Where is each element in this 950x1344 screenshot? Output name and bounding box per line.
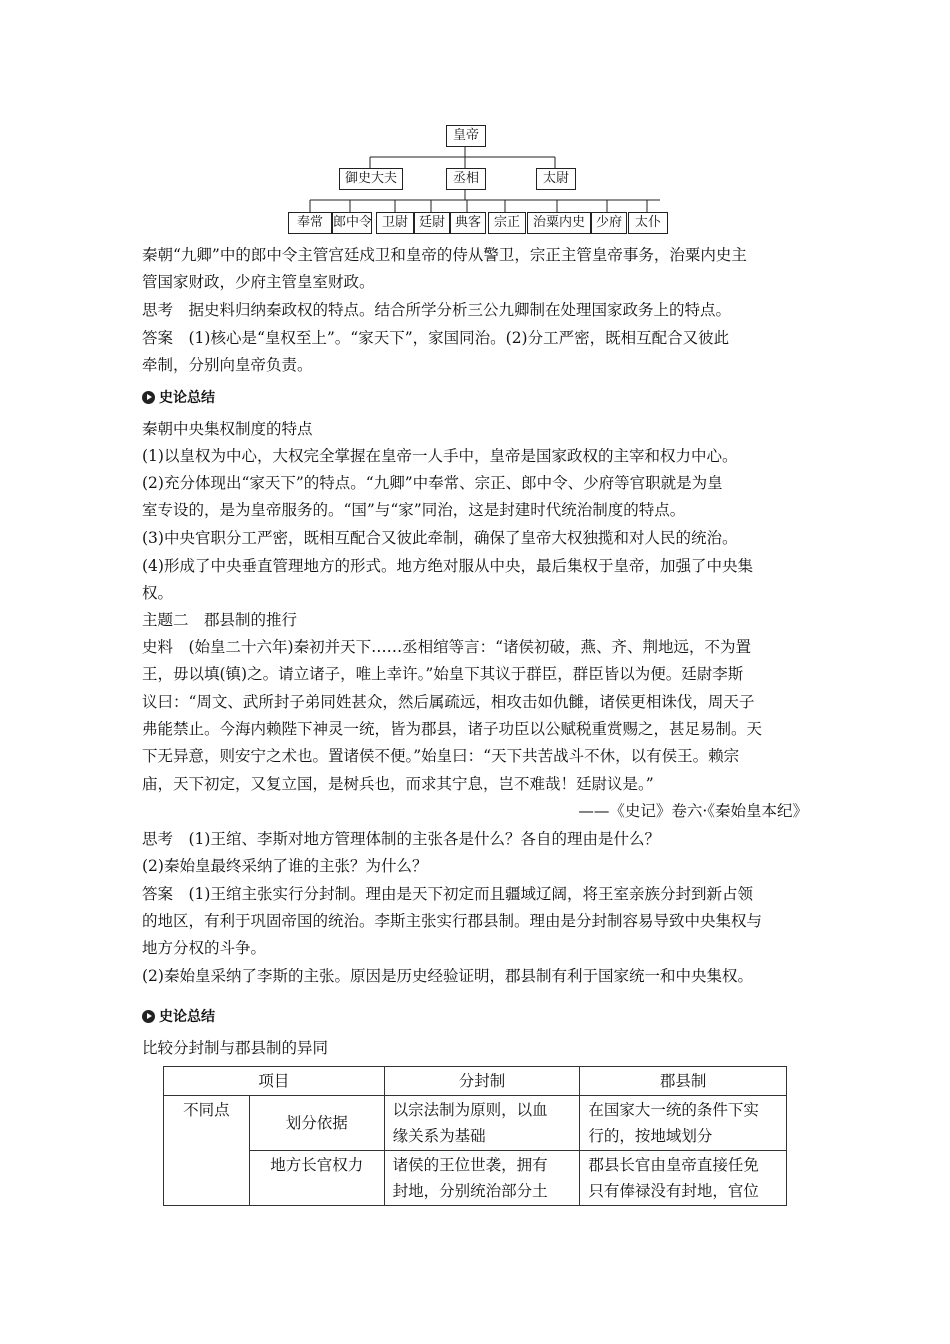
summary-1-point-2a: (2)充分体现出“家天下”的特点。“九卿”中奉常、宗正、郎中令、少府等官职就是为皇 (142, 474, 723, 492)
header-junxian: 郡县制 (580, 1067, 787, 1096)
node-shaofu: 少府 (591, 212, 627, 234)
node-fengchang: 奉常 (288, 212, 332, 234)
question-1: 思考 据史料归纳秦政权的特点。结合所学分析三公九卿制在处理国家政务上的特点。 (142, 301, 732, 319)
cell-line: 缘关系为基础 (392, 1127, 486, 1145)
node-weiwei: 卫尉 (376, 212, 414, 234)
node-taipu: 太仆 (628, 212, 668, 234)
cell-line: 郡县长官由皇帝直接任免 (588, 1156, 759, 1174)
source-line-3: 议曰：“周文、武所封子弟同姓甚众，然后属疏远，相攻击如仇雠，诸侯更相诛伐，周天子 (142, 693, 755, 711)
intro-line-2: 管国家财政，少府主管皇室财政。 (142, 273, 375, 291)
cell-line: 以宗法制为原则，以血 (392, 1101, 548, 1119)
row-item: 划分依据 (249, 1096, 384, 1151)
cell-line: 行的，按地域划分 (588, 1127, 713, 1145)
row-item: 地方长官权力 (249, 1151, 384, 1206)
section-label: 史论总结 (159, 1009, 215, 1025)
cell-line: 只有俸禄没有封地，官位 (588, 1182, 759, 1200)
summary-1-point-1: (1)以皇权为中心，大权完全掌握在皇帝一人手中，皇帝是国家政权的主宰和权力中心。 (142, 447, 738, 465)
intro-line-1: 秦朝“九卿”中的郎中令主管宫廷戍卫和皇帝的侍从警卫，宗正主管皇帝事务，治粟内史主 (142, 246, 747, 264)
source-line-5: 下无异意，则安宁之术也。置诸侯不便。”始皇曰：“天下共苦战斗不休，以有侯王。赖宗 (142, 747, 740, 765)
header-fengjian: 分封制 (384, 1067, 580, 1096)
section-heading-summary-2 (142, 1007, 215, 1027)
question-2-line-1: 思考 (1)王绾、李斯对地方管理体制的主张各是什么？各自的理由是什么？ (142, 830, 660, 848)
answer-1-line-2: 牵制，分别向皇帝负责。 (142, 356, 313, 374)
play-circle-icon (142, 1010, 155, 1023)
cell-line: 在国家大一统的条件下实 (588, 1101, 759, 1119)
node-zhisu-neishi: 治粟内史 (527, 212, 591, 234)
node-yushi-dafu: 御史大夫 (339, 168, 403, 190)
source-line-2: 王，毋以填(镇)之。请立诸子，唯上幸许。”始皇下其议于群臣，群臣皆以为便。廷尉李斯 (142, 665, 744, 683)
node-taiwei: 太尉 (536, 168, 576, 190)
node-dianke: 典客 (450, 212, 486, 234)
summary-1-point-3: (3)中央官职分工严密，既相互配合又彼此牵制，确保了皇帝大权独揽和对人民的统治。 (142, 529, 738, 547)
section-heading-summary-1 (142, 388, 215, 408)
summary-1-title: 秦朝中央集权制度的特点 (142, 420, 313, 438)
answer-2-line-1: 答案 (1)王绾主张实行分封制。理由是天下初定而且疆域辽阔，将王室亲族分封到新占领 (142, 885, 753, 903)
answer-2-line-4: (2)秦始皇采纳了李斯的主张。原因是历史经验证明，郡县制有利于国家统一和中央集权。 (142, 967, 753, 985)
comparison-table (163, 1066, 787, 1206)
row-fengjian-cell (384, 1151, 580, 1206)
row-fengjian-cell (384, 1096, 580, 1151)
row-junxian-cell (580, 1151, 787, 1206)
table-row (164, 1151, 787, 1206)
node-emperor: 皇帝 (446, 125, 486, 147)
table-header-row (164, 1067, 787, 1096)
answer-1-line-1: 答案 (1)核心是“皇权至上”。“家天下”，家国同治。(2)分工严密，既相互配合又彼此 (142, 329, 730, 347)
table-row (164, 1096, 787, 1151)
row-junxian-cell (580, 1096, 787, 1151)
source-line-4: 弗能禁止。今海内赖陛下神灵一统，皆为郡县，诸子功臣以公赋税重赏赐之，甚足易制。天 (142, 720, 763, 738)
summary-1-point-2b: 室专设的，是为皇帝服务的。“国”与“家”同治，这是封建时代统治制度的特点。 (142, 501, 686, 519)
source-line-6: 庙，天下初定，又复立国，是树兵也，而求其宁息，岂不难哉！廷尉议是。” (142, 775, 654, 793)
theme-2-title: 主题二 郡县制的推行 (142, 611, 298, 629)
source-line-1: 史料 (始皇二十六年)秦初并天下……丞相绾等言：“诸侯初破，燕、齐、荆地远，不为置 (142, 638, 752, 656)
group-label: 不同点 (164, 1096, 250, 1206)
node-tingwei: 廷尉 (414, 212, 450, 234)
cell-line: 诸侯的王位世袭，拥有 (392, 1156, 548, 1174)
question-2-line-2: (2)秦始皇最终采纳了谁的主张？为什么？ (142, 857, 428, 875)
answer-2-line-2: 的地区，有利于巩固帝国的统治。李斯主张实行郡县制。理由是分封制容易导致中央集权与 (142, 912, 763, 930)
org-chart (280, 120, 680, 240)
header-item: 项目 (164, 1067, 385, 1096)
node-chengxiang: 丞相 (446, 168, 486, 190)
cell-line: 封地，分别统治部分土 (392, 1182, 548, 1200)
compare-title: 比较分封制与郡县制的异同 (142, 1039, 329, 1057)
play-circle-icon (142, 391, 155, 404)
summary-1-point-4a: (4)形成了中央垂直管理地方的形式。地方绝对服从中央，最后集权于皇帝，加强了中央集 (142, 557, 753, 575)
node-zongzheng: 宗正 (488, 212, 526, 234)
node-langzhongling: 郎中令 (332, 212, 372, 234)
summary-1-point-4b: 权。 (142, 584, 174, 602)
answer-2-line-3: 地方分权的斗争。 (142, 939, 267, 957)
source-citation: ——《史记》卷六·《秦始皇本纪》 (578, 802, 808, 820)
section-label: 史论总结 (159, 390, 215, 406)
